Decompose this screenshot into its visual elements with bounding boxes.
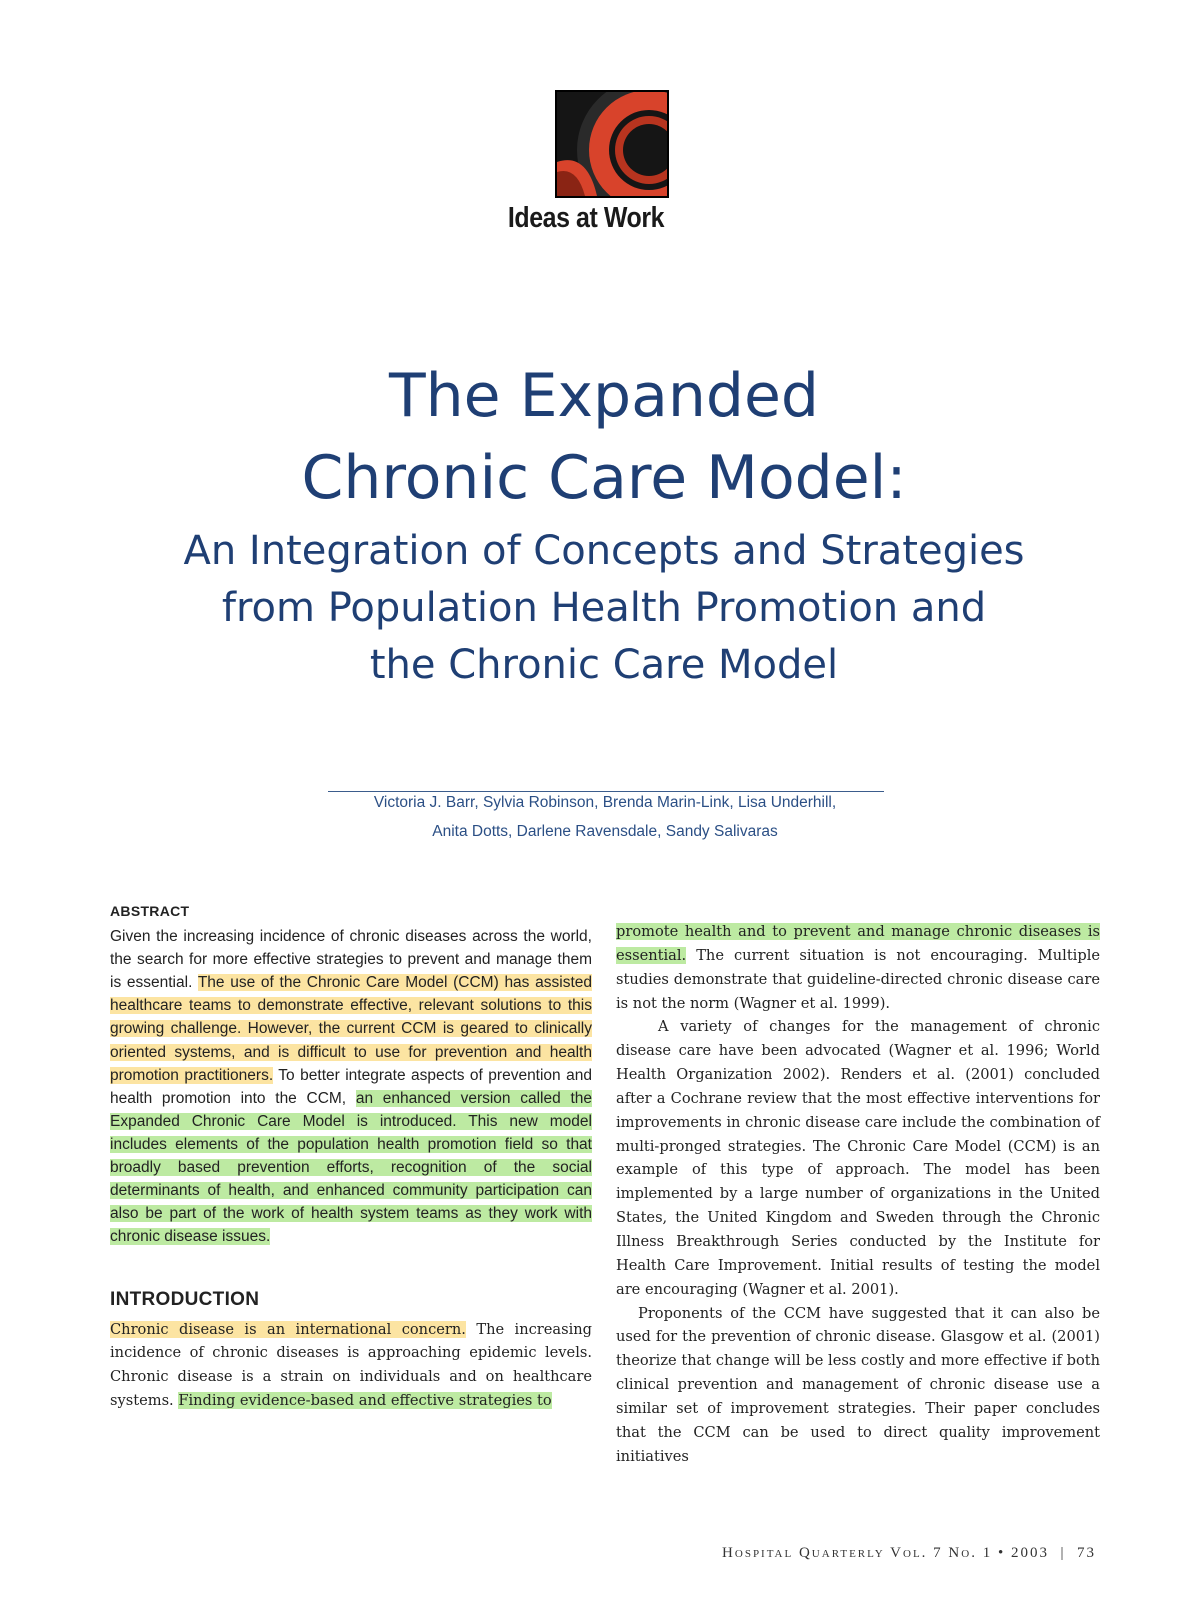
abstract-text-1: Given the increasing incidence of chronic diseases across the world, the search for more effective strategies to prevent and manage them is essential.: [110, 928, 592, 992]
authors-line-1: Victoria J. Barr, Sylvia Robinson, Brenda Marin-Link, Lisa Underhill,: [373, 794, 837, 811]
right-paragraph-3: Proponents of the CCM have suggested that it can also be used for the prevention of chronic disease. Glasgow et al. (2001) theorize that change will be less costly and more effective if both clinical prevention and management of chronic disease use a similar set of improvement strategies. Their paper concludes that the CCM can be used to direct quality improvement initiatives: [616, 1304, 1100, 1465]
gear-logo-icon: [555, 90, 669, 198]
subtitle-line-1: An Integration of Concepts and Strategies: [183, 528, 1025, 574]
intro-highlight-green: Finding evidence-based and effective strategies to: [178, 1392, 552, 1410]
right-paragraph-1: [616, 920, 1100, 1015]
right-highlight-green: promote health and to prevent and manage chronic diseases is essential.: [616, 923, 1100, 964]
subtitle-line-3: the Chronic Care Model: [369, 642, 839, 688]
subtitle-line-2: from Population Health Promotion and: [221, 585, 987, 631]
abstract-highlight-green: an enhanced version called the Expanded Chronic Care Model is introduced. This new model includes elements of the population health promotion field so that broadly based prevention efforts, recognition of the social determinants of health, and enhanced community participation can also be part of the work of health system teams as they work with chronic disease issues.: [110, 1089, 592, 1246]
footer-year: 2003: [1010, 1545, 1049, 1561]
abstract-text-3: To better integrate aspects of prevention and health promotion into the CCM,: [110, 1066, 592, 1107]
right-text-1: The current situation is not encouraging. Multiple studies demonstrate that guideline-directed chronic disease care is not the norm (Wagner et al. 1999).: [616, 946, 1100, 1012]
right-paragraph-2: A variety of changes for the management of chronic disease care have been advocated (Wagner et al. 1996; World Health Organization 2002). Renders et al. (2001) concluded after a Cochrane review that the most effective interventions for improvements in chronic disease care include the combination of multi-pronged strategies. The Chronic Care Model (CCM) is an example of this type of approach. The model has been implemented by a large number of organizations in the United States, the United Kingdom and Sweden through the Chronic Illness Breakthrough Series conducted by the Institute for Health Care Improvement. Initial results of testing the model are encouraging (Wagner et al. 2001).: [616, 1018, 1100, 1298]
right-column: [616, 920, 1100, 1468]
intro-highlight-yellow: Chronic disease is an international concern.: [110, 1320, 466, 1338]
left-column: [110, 900, 592, 1413]
abstract-highlight-yellow: The use of the Chronic Care Model (CCM) has assisted healthcare teams to demonstrate effective, relevant solutions to this growing challenge. However, the current CCM is geared to clinically oriented systems, and is difficult to use for prevention and health promotion practitioners.: [110, 974, 592, 1084]
footer-bullet: •: [997, 1545, 1006, 1561]
page-number: 73: [1077, 1545, 1096, 1561]
section-label: Ideas at Work: [507, 202, 665, 234]
author-list: [240, 788, 970, 846]
abstract-body: [110, 925, 592, 1248]
authors-line-2: Anita Dotts, Darlene Ravensdale, Sandy Salivaras: [432, 823, 778, 840]
intro-text-2: The increasing incidence of chronic diseases is approaching epidemic levels. Chronic disease is a strain on individuals and on healthcare systems.: [110, 1320, 592, 1410]
footer-journal: Hospital Quarterly Vol. 7 No. 1: [722, 1545, 993, 1561]
page-footer: [722, 1545, 1096, 1562]
abstract-heading: ABSTRACT: [110, 903, 190, 919]
article-subtitle: [0, 523, 1200, 694]
title-line-2: Chronic Care Model:: [301, 443, 907, 513]
introduction-body: [110, 1318, 592, 1413]
article-title: [0, 355, 1200, 519]
title-line-1: The Expanded: [388, 361, 820, 431]
footer-separator: |: [1060, 1545, 1066, 1561]
introduction-heading: INTRODUCTION: [110, 1289, 260, 1311]
